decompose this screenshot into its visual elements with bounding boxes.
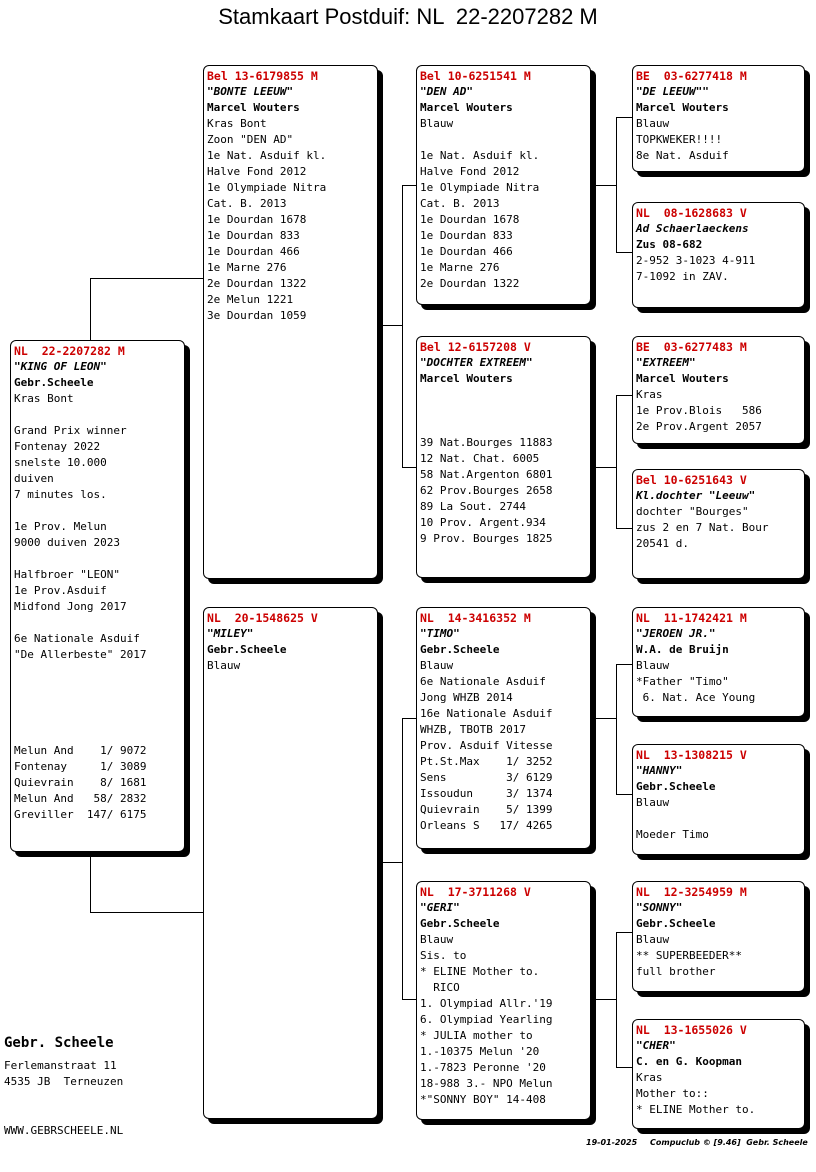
note-line: Sens 3/ 6129 xyxy=(420,771,553,784)
note-line: duiven xyxy=(14,472,54,485)
note-line xyxy=(14,695,181,711)
breeder-name: C. en G. Koopman xyxy=(636,1055,742,1068)
pedigree-notes xyxy=(636,932,801,980)
pedigree-card-ffm[interactable] xyxy=(632,202,805,308)
ring-number: NL 13-1308215 V xyxy=(636,748,747,762)
note-line: Quievrain 8/ 1681 xyxy=(14,776,147,789)
pigeon-name: "KING OF LEON" xyxy=(14,360,107,373)
note-line: 1e Dourdan 1678 xyxy=(207,213,307,226)
breeder-name: Marcel Wouters xyxy=(420,101,513,114)
note-line xyxy=(14,503,181,519)
note-line: 2-952 3-1023 4-911 xyxy=(636,254,756,267)
pigeon-name: "DEN AD" xyxy=(420,85,473,98)
note-line: 2e Prov.Argent 2057 xyxy=(636,420,762,433)
pedigree-notes xyxy=(420,932,587,1108)
pedigree-card-fff[interactable] xyxy=(632,65,805,172)
note-line: 2e Dourdan 1322 xyxy=(420,277,520,290)
connector-line xyxy=(90,278,91,340)
connector-line xyxy=(616,932,633,933)
ring-number: NL 08-1628683 V xyxy=(636,206,747,220)
note-line: full brother xyxy=(636,965,716,978)
note-line: 7 minutes los. xyxy=(14,488,107,501)
pedigree-notes xyxy=(14,391,181,823)
note-line: Fontenay 2022 xyxy=(14,440,101,453)
connector-line xyxy=(616,252,633,253)
breeder-name: Gebr.Scheele xyxy=(420,643,500,656)
ring-number: Bel 13-6179855 M xyxy=(207,69,318,83)
connector-line xyxy=(90,278,204,279)
note-line: ** SUPERBEEDER** xyxy=(636,949,742,962)
pedigree-card-mother[interactable] xyxy=(203,607,378,1119)
note-line: 1e Dourdan 833 xyxy=(207,229,300,242)
note-line: Moeder Timo xyxy=(636,828,709,841)
note-line: 1e Olympiade Nitra xyxy=(207,181,327,194)
connector-line xyxy=(590,999,617,1000)
pedigree-notes xyxy=(636,795,801,843)
connector-line xyxy=(590,718,617,719)
note-line: 1e Marne 276 xyxy=(420,261,500,274)
pedigree-notes xyxy=(636,253,801,285)
pedigree-notes xyxy=(420,116,587,292)
note-line: 1e Dourdan 833 xyxy=(420,229,513,242)
pigeon-name: "MILEY" xyxy=(207,627,254,640)
note-line: dochter "Bourges" xyxy=(636,505,749,518)
note-line: 2e Dourdan 1322 xyxy=(207,277,307,290)
connector-line xyxy=(616,395,617,529)
pedigree-card-mfm[interactable] xyxy=(632,744,805,855)
note-line xyxy=(420,419,587,435)
note-line: Cat. B. 2013 xyxy=(420,197,500,210)
note-line: Mother to:: xyxy=(636,1087,709,1100)
pigeon-name: "EXTREEM" xyxy=(636,356,696,369)
note-line xyxy=(420,403,587,419)
note-line: Blauw xyxy=(420,659,454,672)
note-line: Grand Prix winner xyxy=(14,424,127,437)
pedigree-notes xyxy=(207,658,374,674)
note-line: 1e Olympiade Nitra xyxy=(420,181,540,194)
note-line: 12 Nat. Chat. 6005 xyxy=(420,452,540,465)
note-line: Blauw xyxy=(420,117,454,130)
pedigree-card-mother-mother[interactable] xyxy=(416,881,591,1120)
breeder-name: W.A. de Bruijn xyxy=(636,643,729,656)
note-line: 1e Nat. Asduif kl. xyxy=(207,149,327,162)
ring-number: Bel 10-6251643 V xyxy=(636,473,747,487)
ring-number: NL 12-3254959 M xyxy=(636,885,747,899)
note-line xyxy=(14,615,181,631)
note-line: 1e Nat. Asduif kl. xyxy=(420,149,540,162)
pedigree-card-fmm[interactable] xyxy=(632,469,805,579)
breeder-name: Gebr.Scheele xyxy=(14,376,94,389)
note-line: *Father "Timo" xyxy=(636,675,729,688)
pedigree-notes xyxy=(636,504,801,552)
breeder-name: Marcel Wouters xyxy=(420,372,513,385)
pedigree-card-father-father[interactable] xyxy=(416,65,591,305)
note-line: 8e Nat. Asduif xyxy=(636,149,729,162)
note-line: Kras Bont xyxy=(14,392,74,405)
note-line: TOPKWEKER!!!! xyxy=(636,133,723,146)
connector-line xyxy=(402,718,403,1000)
note-line: Melun And 58/ 2832 xyxy=(14,792,147,805)
note-line: Kras Bont xyxy=(207,117,267,130)
pigeon-name: "BONTE LEEUW" xyxy=(207,85,294,98)
note-line: zus 2 en 7 Nat. Bour xyxy=(636,521,769,534)
connector-line xyxy=(377,325,403,326)
note-line xyxy=(14,663,181,679)
note-line: Kras xyxy=(636,388,663,401)
ring-number: Bel 10-6251541 M xyxy=(420,69,531,83)
note-line: 18-988 3.- NPO Melun xyxy=(420,1077,553,1090)
note-line: 2e Melun 1221 xyxy=(207,293,294,306)
pedigree-notes xyxy=(420,658,587,834)
note-line: Blauw xyxy=(207,659,241,672)
note-line: Greviller 147/ 6175 xyxy=(14,808,147,821)
note-line: 62 Prov.Bourges 2658 xyxy=(420,484,553,497)
note-line: Prov. Asduif Vitesse xyxy=(420,739,553,752)
pigeon-name: Kl.dochter "Leeuw" xyxy=(636,489,756,502)
pedigree-card-mother-father[interactable] xyxy=(416,607,591,849)
pedigree-card-subject[interactable] xyxy=(10,340,185,852)
note-line: Blauw xyxy=(636,796,670,809)
ring-number: NL 13-1655026 V xyxy=(636,1023,747,1037)
connector-line xyxy=(90,851,91,913)
pigeon-name: "SONNY" xyxy=(636,901,683,914)
ring-number: Bel 12-6157208 V xyxy=(420,340,531,354)
owner-street: Ferlemanstraat 11 xyxy=(4,1059,117,1072)
note-line: * ELINE Mother to. xyxy=(420,965,540,978)
note-line xyxy=(14,679,181,695)
note-line: Halve Fond 2012 xyxy=(420,165,520,178)
note-line: 1.-10375 Melun '20 xyxy=(420,1045,540,1058)
note-line: Sis. to xyxy=(420,949,467,962)
breeder-name: Marcel Wouters xyxy=(207,101,300,114)
connector-line xyxy=(616,117,633,118)
footer-date: 19-01-2025 xyxy=(586,1138,638,1147)
breeder-name: Marcel Wouters xyxy=(636,101,729,114)
pigeon-name: "GERI" xyxy=(420,901,460,914)
note-line: 1e Marne 276 xyxy=(207,261,287,274)
note-line: snelste 10.000 xyxy=(14,456,107,469)
note-line: 9 Prov. Bourges 1825 xyxy=(420,532,553,545)
pedigree-card-father[interactable] xyxy=(203,65,378,579)
pedigree-card-father-mother[interactable] xyxy=(416,336,591,578)
note-line: Pt.St.Max 1/ 3252 xyxy=(420,755,553,768)
note-line: Issoudun 3/ 1374 xyxy=(420,787,553,800)
note-line: Halve Fond 2012 xyxy=(207,165,307,178)
note-line: Halfbroer "LEON" xyxy=(14,568,120,581)
connector-line xyxy=(616,528,633,529)
breeder-name: Gebr.Scheele xyxy=(636,780,716,793)
note-line: Melun And 1/ 9072 xyxy=(14,744,147,757)
note-line xyxy=(636,811,801,827)
note-line: 9000 duiven 2023 xyxy=(14,536,120,549)
breeder-name: Marcel Wouters xyxy=(636,372,729,385)
note-line: RICO xyxy=(420,981,460,994)
note-line: "De Allerbeste" 2017 xyxy=(14,648,147,661)
connector-line xyxy=(402,185,403,468)
note-line: WHZB, TBOTB 2017 xyxy=(420,723,526,736)
ring-number: BE 03-6277483 M xyxy=(636,340,747,354)
ring-number: NL 11-1742421 M xyxy=(636,611,747,625)
pigeon-name: "CHER" xyxy=(636,1039,676,1052)
note-line xyxy=(14,727,181,743)
connector-line xyxy=(90,912,204,913)
owner-website-link[interactable]: WWW.GEBRSCHEELE.NL xyxy=(4,1124,124,1137)
breeder-name: Gebr.Scheele xyxy=(420,917,500,930)
owner-city: 4535 JB Terneuzen xyxy=(4,1075,124,1088)
connector-line xyxy=(402,718,417,719)
note-line xyxy=(420,387,587,403)
note-line: 1e Prov. Melun xyxy=(14,520,107,533)
breeder-name: Gebr.Scheele xyxy=(207,643,287,656)
pedigree-card-fmf[interactable] xyxy=(632,336,805,444)
pigeon-name: Ad Schaerlaeckens xyxy=(636,222,749,235)
note-line: * JULIA mother to xyxy=(420,1029,533,1042)
connector-line xyxy=(616,794,633,795)
page-title: Stamkaart Postduif: NL 22-2207282 M xyxy=(218,4,598,29)
note-line: Jong WHZB 2014 xyxy=(420,691,513,704)
pedigree-card-mmm[interactable] xyxy=(632,1019,805,1129)
connector-line xyxy=(590,467,617,468)
note-line: * ELINE Mother to. xyxy=(636,1103,756,1116)
breeder-name: Gebr.Scheele xyxy=(636,917,716,930)
connector-line xyxy=(616,932,617,1068)
note-line: 6. Olympiad Yearling xyxy=(420,1013,553,1026)
note-line: Midfond Jong 2017 xyxy=(14,600,127,613)
connector-line xyxy=(402,185,417,186)
pedigree-card-mff[interactable] xyxy=(632,607,805,717)
ring-number: NL 17-3711268 V xyxy=(420,885,531,899)
ring-number: NL 20-1548625 V xyxy=(207,611,318,625)
pedigree-notes xyxy=(636,116,801,164)
footer-software: Compuclub © [9.46] Gebr. Scheele xyxy=(650,1138,808,1147)
pedigree-notes xyxy=(207,116,374,324)
connector-line xyxy=(616,395,633,396)
note-line: 20541 d. xyxy=(636,537,689,550)
pigeon-name: "DE LEEUW"" xyxy=(636,85,709,98)
connector-line xyxy=(616,117,617,253)
note-line: Cat. B. 2013 xyxy=(207,197,287,210)
note-line: Kras xyxy=(636,1071,663,1084)
note-line: 89 La Sout. 2744 xyxy=(420,500,526,513)
pedigree-notes xyxy=(636,387,801,435)
owner-name: Gebr. Scheele xyxy=(4,1035,114,1051)
note-line: Zoon "DEN AD" xyxy=(207,133,294,146)
note-line: Fontenay 1/ 3089 xyxy=(14,760,147,773)
connector-line xyxy=(377,862,403,863)
pigeon-name: "TIMO" xyxy=(420,627,460,640)
note-line xyxy=(14,551,181,567)
pigeon-name: "JEROEN JR." xyxy=(636,627,716,640)
note-line: 10 Prov. Argent.934 xyxy=(420,516,546,529)
note-line: 1.-7823 Peronne '20 xyxy=(420,1061,546,1074)
note-line: 6. Nat. Ace Young xyxy=(636,691,756,704)
pigeon-name: "DOCHTER EXTREEM" xyxy=(420,356,533,369)
pedigree-notes xyxy=(420,387,587,547)
note-line xyxy=(14,711,181,727)
connector-line xyxy=(616,664,633,665)
note-line: 1. Olympiad Allr.'19 xyxy=(420,997,553,1010)
note-line: Blauw xyxy=(636,933,670,946)
note-line: 6e Nationale Asduif xyxy=(420,675,546,688)
connector-line xyxy=(402,999,417,1000)
note-line xyxy=(14,407,181,423)
note-line: Blauw xyxy=(636,659,670,672)
note-line: Orleans S 17/ 4265 xyxy=(420,819,553,832)
note-line: *"SONNY BOY" 14-408 xyxy=(420,1093,546,1106)
note-line: 7-1092 in ZAV. xyxy=(636,270,729,283)
ring-number: NL 14-3416352 M xyxy=(420,611,531,625)
note-line: 58 Nat.Argenton 6801 xyxy=(420,468,553,481)
breeder-name: Zus 08-682 xyxy=(636,238,703,251)
ring-number: NL 22-2207282 M xyxy=(14,344,125,358)
note-line: Quievrain 5/ 1399 xyxy=(420,803,553,816)
connector-line xyxy=(402,467,417,468)
note-line xyxy=(420,132,587,148)
note-line: 3e Dourdan 1059 xyxy=(207,309,307,322)
pedigree-notes xyxy=(636,1070,801,1118)
connector-line xyxy=(590,185,617,186)
note-line: 1e Dourdan 1678 xyxy=(420,213,520,226)
note-line: 1e Dourdan 466 xyxy=(420,245,513,258)
pedigree-card-mmf[interactable] xyxy=(632,881,805,992)
note-line: 1e Prov.Asduif xyxy=(14,584,107,597)
note-line: 16e Nationale Asduif xyxy=(420,707,553,720)
note-line: Blauw xyxy=(420,933,454,946)
ring-number: BE 03-6277418 M xyxy=(636,69,747,83)
note-line: 1e Dourdan 466 xyxy=(207,245,300,258)
pedigree-notes xyxy=(636,658,801,706)
connector-line xyxy=(616,664,617,795)
note-line: 39 Nat.Bourges 11883 xyxy=(420,436,553,449)
note-line: 6e Nationale Asduif xyxy=(14,632,140,645)
pigeon-name: "HANNY" xyxy=(636,764,683,777)
note-line: Blauw xyxy=(636,117,670,130)
note-line: 1e Prov.Blois 586 xyxy=(636,404,762,417)
connector-line xyxy=(616,1067,633,1068)
